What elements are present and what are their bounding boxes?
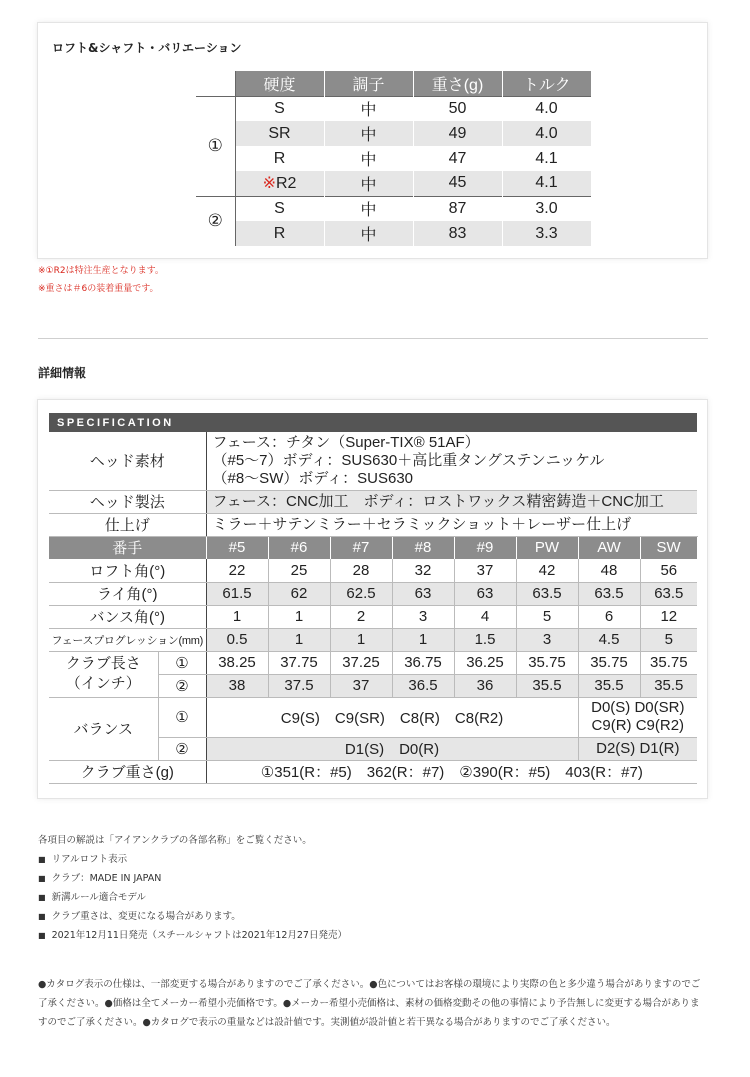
- weight-cell: 47: [413, 146, 502, 171]
- length-value: 36.75: [392, 651, 454, 674]
- club-number: #9: [454, 536, 516, 559]
- progression-value: 1: [268, 628, 330, 651]
- spec-header: SPECIFICATION: [49, 413, 697, 432]
- table-header-row: [196, 71, 591, 96]
- hardness-value: R2: [275, 175, 297, 193]
- head-method-value: フェース：CNC加工 ボディ：ロストワックス精密鋳造＋CNC加工: [206, 490, 697, 513]
- torque-cell: 4.0: [502, 121, 591, 146]
- table-row: [49, 490, 697, 513]
- info-bullet: ■ 2021年12月11日発売（スチールシャフトは2021年12月27日発売）: [38, 927, 347, 941]
- progression-value: 0.5: [206, 628, 268, 651]
- catalog-disclaimer: ●カタログ表示の仕様は、一部変更する場合がありますのでご了承ください。●色についてはお客様の環境により実際の色と多少違う場合がありますのでご了承ください。●価格は全てメーカー希望小売価格です。●メーカー希望小売価格は、素材の価格変動その他の事情により予告無しに変更する場合がありますのでご了承ください。●カタログで表示の重量などは設計値です。実測値が設計値と若干異なる場合がありますのでご了承ください。: [38, 979, 701, 1028]
- balance-aw-sw-1: [578, 697, 697, 737]
- table-row: [49, 559, 697, 582]
- table-row: [49, 651, 697, 674]
- hardness-cell: R: [235, 146, 324, 171]
- balance-sub-2: ②: [158, 737, 206, 760]
- progression-value: 3: [516, 628, 578, 651]
- special-order-mark: ※: [262, 175, 276, 193]
- bounce-label: バンス角(°): [49, 605, 206, 628]
- loft-shaft-title: ロフト&シャフト・バリエーション: [52, 41, 242, 55]
- head-method-label: ヘッド製法: [49, 490, 206, 513]
- group-header-blank: [196, 71, 235, 96]
- kick-point-cell: 中: [324, 146, 413, 171]
- balance-label: バランス: [49, 697, 158, 760]
- bounce-value: 3: [392, 605, 454, 628]
- hardness-cell: S: [235, 96, 324, 121]
- length-value: 38: [206, 674, 268, 697]
- table-row: [196, 121, 591, 146]
- kick-point-cell: 中: [324, 196, 413, 221]
- lie-value: 61.5: [206, 582, 268, 605]
- progression-label: フェースプログレッション(mm): [49, 628, 206, 651]
- group-label-2: ②: [196, 196, 235, 246]
- table-row: [49, 582, 697, 605]
- torque-cell: 3.0: [502, 196, 591, 221]
- detail-info-title: 詳細情報: [38, 366, 87, 380]
- length-sub-1: ①: [158, 651, 206, 674]
- info-bullet: ■ クラブ重さは、変更になる場合があります。: [38, 908, 241, 922]
- balance-line: C9(R) C9(R2): [591, 717, 685, 734]
- info-intro: 各項目の解説は「アイアンクラブの各部名称」をご覧ください。: [38, 835, 312, 846]
- length-label: [49, 651, 158, 697]
- lie-value: 62.5: [330, 582, 392, 605]
- length-value: 37.75: [268, 651, 330, 674]
- bounce-value: 6: [578, 605, 640, 628]
- club-number: #6: [268, 536, 330, 559]
- table-row: [196, 96, 591, 121]
- length-value: 36.5: [392, 674, 454, 697]
- loft-label: ロフト角(°): [49, 559, 206, 582]
- section-divider: [38, 338, 708, 339]
- weight-cell: 83: [413, 221, 502, 246]
- material-line: フェース：チタン（Super-TIX® 51AF）: [212, 433, 480, 451]
- length-sub-2: ②: [158, 674, 206, 697]
- loft-value: 32: [392, 559, 454, 582]
- shaft-variation-table: [196, 71, 592, 246]
- length-value: 35.75: [640, 651, 697, 674]
- table-row: [49, 628, 697, 651]
- club-weight-label: クラブ重さ(g): [49, 760, 206, 783]
- info-bullet: ■ リアルロフト表示: [38, 851, 127, 865]
- progression-value: 1: [392, 628, 454, 651]
- weight-cell: 49: [413, 121, 502, 146]
- torque-cell: 3.3: [502, 221, 591, 246]
- info-bullet: ■ 新溝ルール適合モデル: [38, 889, 146, 903]
- hardness-cell: [235, 171, 324, 196]
- weight-cell: 87: [413, 196, 502, 221]
- length-value: 35.75: [516, 651, 578, 674]
- hardness-cell: R: [235, 221, 324, 246]
- lie-value: 63: [454, 582, 516, 605]
- head-material-value: [206, 432, 697, 490]
- torque-cell: 4.0: [502, 96, 591, 121]
- lie-value: 63.5: [516, 582, 578, 605]
- material-line: （#8～SW）ボディ：SUS630: [212, 469, 414, 487]
- progression-value: 1.5: [454, 628, 516, 651]
- loft-value: 56: [640, 559, 697, 582]
- club-number: #5: [206, 536, 268, 559]
- club-number: SW: [640, 536, 697, 559]
- bounce-value: 1: [268, 605, 330, 628]
- finish-label: 仕上げ: [49, 513, 206, 536]
- bounce-value: 5: [516, 605, 578, 628]
- lie-value: 63.5: [640, 582, 697, 605]
- hardness-cell: S: [235, 196, 324, 221]
- length-value: 37: [330, 674, 392, 697]
- kick-point-cell: 中: [324, 96, 413, 121]
- balance-main-1: C9(S) C9(SR) C8(R) C8(R2): [206, 697, 578, 737]
- lie-value: 63: [392, 582, 454, 605]
- progression-value: 1: [330, 628, 392, 651]
- bounce-value: 12: [640, 605, 697, 628]
- loft-value: 48: [578, 559, 640, 582]
- torque-cell: 4.1: [502, 146, 591, 171]
- table-row: [196, 221, 591, 246]
- table-row: [49, 513, 697, 536]
- balance-line: D0(S) D0(SR): [591, 699, 685, 716]
- club-number: PW: [516, 536, 578, 559]
- table-row: [49, 432, 697, 490]
- note-special-order: ※①R2は特注生産となります。: [38, 266, 164, 276]
- header-kick-point: 調子: [324, 71, 413, 96]
- kick-point-cell: 中: [324, 221, 413, 246]
- length-label-line2: （インチ）: [65, 675, 141, 692]
- table-row: [196, 196, 591, 221]
- specification-card: [37, 399, 708, 799]
- number-label: 番手: [49, 536, 206, 559]
- progression-value: 4.5: [578, 628, 640, 651]
- weight-cell: 50: [413, 96, 502, 121]
- length-value: 37.5: [268, 674, 330, 697]
- bounce-value: 2: [330, 605, 392, 628]
- note-weight: ※重さは＃6の装着重量です。: [38, 284, 159, 294]
- material-line: （#5～7）ボディ：SUS630＋高比重タングステンニッケル: [212, 451, 605, 469]
- length-label-line1: クラブ長さ: [65, 655, 141, 672]
- kick-point-cell: 中: [324, 121, 413, 146]
- lie-label: ライ角(°): [49, 582, 206, 605]
- club-weight-value: ①351(R：#5) 362(R：#7) ②390(R：#5) 403(R：#7): [206, 760, 697, 783]
- info-bullet: ■ クラブ：MADE IN JAPAN: [38, 870, 161, 884]
- group-label-1: ①: [196, 96, 235, 196]
- table-row: [49, 697, 697, 737]
- balance-main-2: D1(S) D0(R): [206, 737, 578, 760]
- table-row: [196, 146, 591, 171]
- length-value: 35.5: [640, 674, 697, 697]
- length-value: 35.5: [516, 674, 578, 697]
- length-value: 35.75: [578, 651, 640, 674]
- length-value: 36: [454, 674, 516, 697]
- lie-value: 62: [268, 582, 330, 605]
- length-value: 35.5: [578, 674, 640, 697]
- header-torque: トルク: [502, 71, 591, 96]
- hardness-cell: SR: [235, 121, 324, 146]
- loft-value: 25: [268, 559, 330, 582]
- loft-value: 37: [454, 559, 516, 582]
- club-number: #8: [392, 536, 454, 559]
- weight-cell: 45: [413, 171, 502, 196]
- loft-value: 22: [206, 559, 268, 582]
- number-header-row: [49, 536, 697, 559]
- loft-value: 28: [330, 559, 392, 582]
- lie-value: 63.5: [578, 582, 640, 605]
- bounce-value: 4: [454, 605, 516, 628]
- specification-table: [49, 413, 698, 784]
- head-material-label: ヘッド素材: [49, 432, 206, 490]
- balance-aw-sw-2: D2(S) D1(R): [578, 737, 697, 760]
- table-row: [49, 605, 697, 628]
- torque-cell: 4.1: [502, 171, 591, 196]
- balance-sub-1: ①: [158, 697, 206, 737]
- table-row: [196, 171, 591, 196]
- loft-value: 42: [516, 559, 578, 582]
- loft-shaft-card: [37, 22, 708, 259]
- header-hardness: 硬度: [235, 71, 324, 96]
- progression-value: 5: [640, 628, 697, 651]
- table-row: [49, 760, 697, 783]
- club-number: #7: [330, 536, 392, 559]
- finish-value: ミラー＋サテンミラー＋セラミックショット＋レーザー仕上げ: [206, 513, 697, 536]
- length-value: 37.25: [330, 651, 392, 674]
- club-number: AW: [578, 536, 640, 559]
- bounce-value: 1: [206, 605, 268, 628]
- kick-point-cell: 中: [324, 171, 413, 196]
- header-weight: 重さ(g): [413, 71, 502, 96]
- length-value: 36.25: [454, 651, 516, 674]
- length-value: 38.25: [206, 651, 268, 674]
